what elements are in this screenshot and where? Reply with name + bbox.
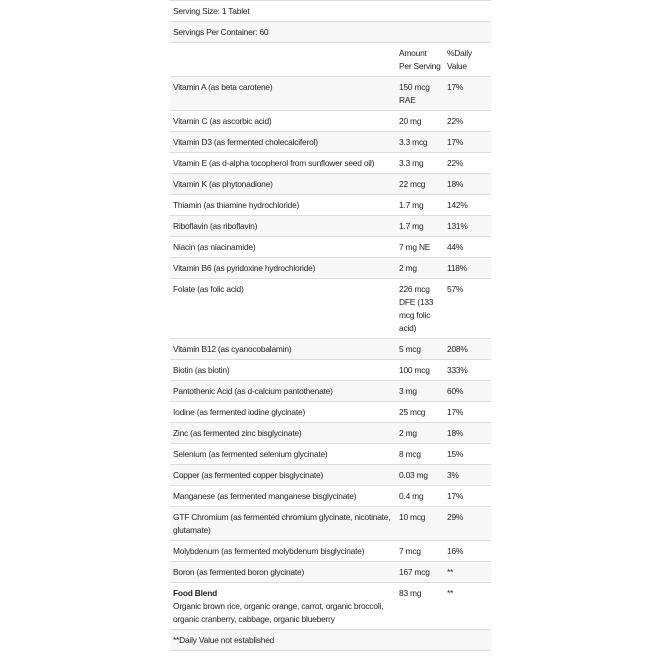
nutrient-amount: 20 mg [396,111,444,132]
nutrient-dv: 333% [444,360,491,381]
nutrient-amount: 0.4 mg [396,486,444,507]
nutrient-dv: 17% [444,77,491,111]
nutrient-row [170,77,491,111]
nutrient-row [170,339,491,360]
nutrient-row [170,562,491,583]
nutrient-name: Iodine (as fermented iodine glycinate) [170,402,396,423]
supplement-facts-table [170,0,491,651]
nutrient-amount: 1.7 mg [396,195,444,216]
nutrient-row [170,507,491,541]
nutrient-dv: 131% [444,216,491,237]
nutrient-dv: ** [444,562,491,583]
nutrient-row [170,381,491,402]
nutrient-dv: 16% [444,541,491,562]
nutrient-name: Riboflavin (as riboflavin) [170,216,396,237]
food-blend-row [170,583,491,630]
food-blend-amount: 83 mg [396,583,444,630]
nutrient-name: GTF Chromium (as fermented chromium glycinate, nicotinate, glutamate) [170,507,396,541]
nutrient-dv: 57% [444,279,491,339]
nutrient-row [170,402,491,423]
nutrient-name: Selenium (as fermented selenium glycinate) [170,444,396,465]
nutrient-dv: 17% [444,486,491,507]
nutrient-amount: 25 mcg [396,402,444,423]
nutrient-name: Vitamin C (as ascorbic acid) [170,111,396,132]
nutrient-amount: 3.3 mg [396,153,444,174]
nutrient-row [170,111,491,132]
nutrient-amount: 7 mcg [396,541,444,562]
nutrient-row [170,541,491,562]
nutrient-row [170,360,491,381]
nutrient-name: Niacin (as niacinamide) [170,237,396,258]
nutrient-amount: 1.7 mg [396,216,444,237]
nutrient-dv: 22% [444,111,491,132]
header-row [170,43,491,77]
nutrient-dv: 18% [444,174,491,195]
nutrient-name: Molybdenum (as fermented molybdenum bisglycinate) [170,541,396,562]
nutrient-row [170,174,491,195]
nutrient-amount: 0.03 mg [396,465,444,486]
nutrient-name: Boron (as fermented boron glycinate) [170,562,396,583]
food-blend-dv: ** [444,583,491,630]
nutrient-dv: 18% [444,423,491,444]
nutrient-row [170,465,491,486]
nutrient-dv: 118% [444,258,491,279]
nutrient-dv: 15% [444,444,491,465]
nutrient-name: Zinc (as fermented zinc bisglycinate) [170,423,396,444]
nutrient-name: Biotin (as biotin) [170,360,396,381]
nutrient-name: Thiamin (as thiamine hydrochloride) [170,195,396,216]
nutrient-dv: 44% [444,237,491,258]
servings-per-container-row [170,22,491,43]
nutrient-dv: 3% [444,465,491,486]
nutrient-row [170,132,491,153]
nutrient-amount: 5 mcg [396,339,444,360]
food-blend-name: Food Blend [173,587,218,598]
nutrient-amount: 167 mcg [396,562,444,583]
amount-header: Amount Per Serving [396,43,444,77]
nutrient-amount: 3.3 mcg [396,132,444,153]
nutrient-dv: 17% [444,402,491,423]
nutrient-name: Vitamin D3 (as fermented cholecalciferol) [170,132,396,153]
nutrient-row [170,216,491,237]
nutrient-row [170,258,491,279]
nutrient-name: Pantothenic Acid (as d-calcium pantothenate) [170,381,396,402]
dv-header: %Daily Value [444,43,491,77]
nutrient-row [170,486,491,507]
nutrient-amount: 22 mcg [396,174,444,195]
food-blend-ingredients: Organic brown rice, organic orange, carrot, organic broccoli, organic cranberry, cabbage, organic blueberry [173,600,384,624]
nutrient-row [170,423,491,444]
nutrient-dv: 29% [444,507,491,541]
nutrient-row [170,444,491,465]
nutrient-dv: 208% [444,339,491,360]
nutrient-name: Vitamin B12 (as cyanocobalamin) [170,339,396,360]
footnote-row [170,630,491,651]
serving-size: Serving Size: 1 Tablet [170,1,491,22]
nutrient-name: Vitamin A (as beta carotene) [170,77,396,111]
nutrient-name: Vitamin B6 (as pyridoxine hydrochloride) [170,258,396,279]
nutrient-dv: 17% [444,132,491,153]
serving-size-row [170,1,491,22]
nutrient-amount: 8 mcg [396,444,444,465]
nutrient-amount: 2 mg [396,423,444,444]
nutrient-name: Vitamin E (as d-alpha tocopherol from sunflower seed oil) [170,153,396,174]
nutrient-name: Copper (as fermented copper bisglycinate) [170,465,396,486]
footnote: **Daily Value not established [170,630,491,651]
nutrient-row [170,195,491,216]
nutrient-name: Manganese (as fermented manganese bisglycinate) [170,486,396,507]
nutrient-amount: 10 mcg [396,507,444,541]
nutrient-row [170,153,491,174]
nutrient-amount: 100 mcg [396,360,444,381]
nutrient-dv: 142% [444,195,491,216]
nutrient-amount: 226 mcg DFE (133 mcg folic acid) [396,279,444,339]
nutrient-name: Vitamin K (as phytonadione) [170,174,396,195]
nutrient-amount: 2 mg [396,258,444,279]
nutrient-name: Folate (as folic acid) [170,279,396,339]
nutrient-dv: 22% [444,153,491,174]
nutrient-row [170,237,491,258]
nutrient-amount: 3 mg [396,381,444,402]
nutrient-row [170,279,491,339]
servings-per-container: Servings Per Container: 60 [170,22,491,43]
nutrient-amount: 7 mg NE [396,237,444,258]
nutrient-dv: 60% [444,381,491,402]
nutrient-amount: 150 mcg RAE [396,77,444,111]
